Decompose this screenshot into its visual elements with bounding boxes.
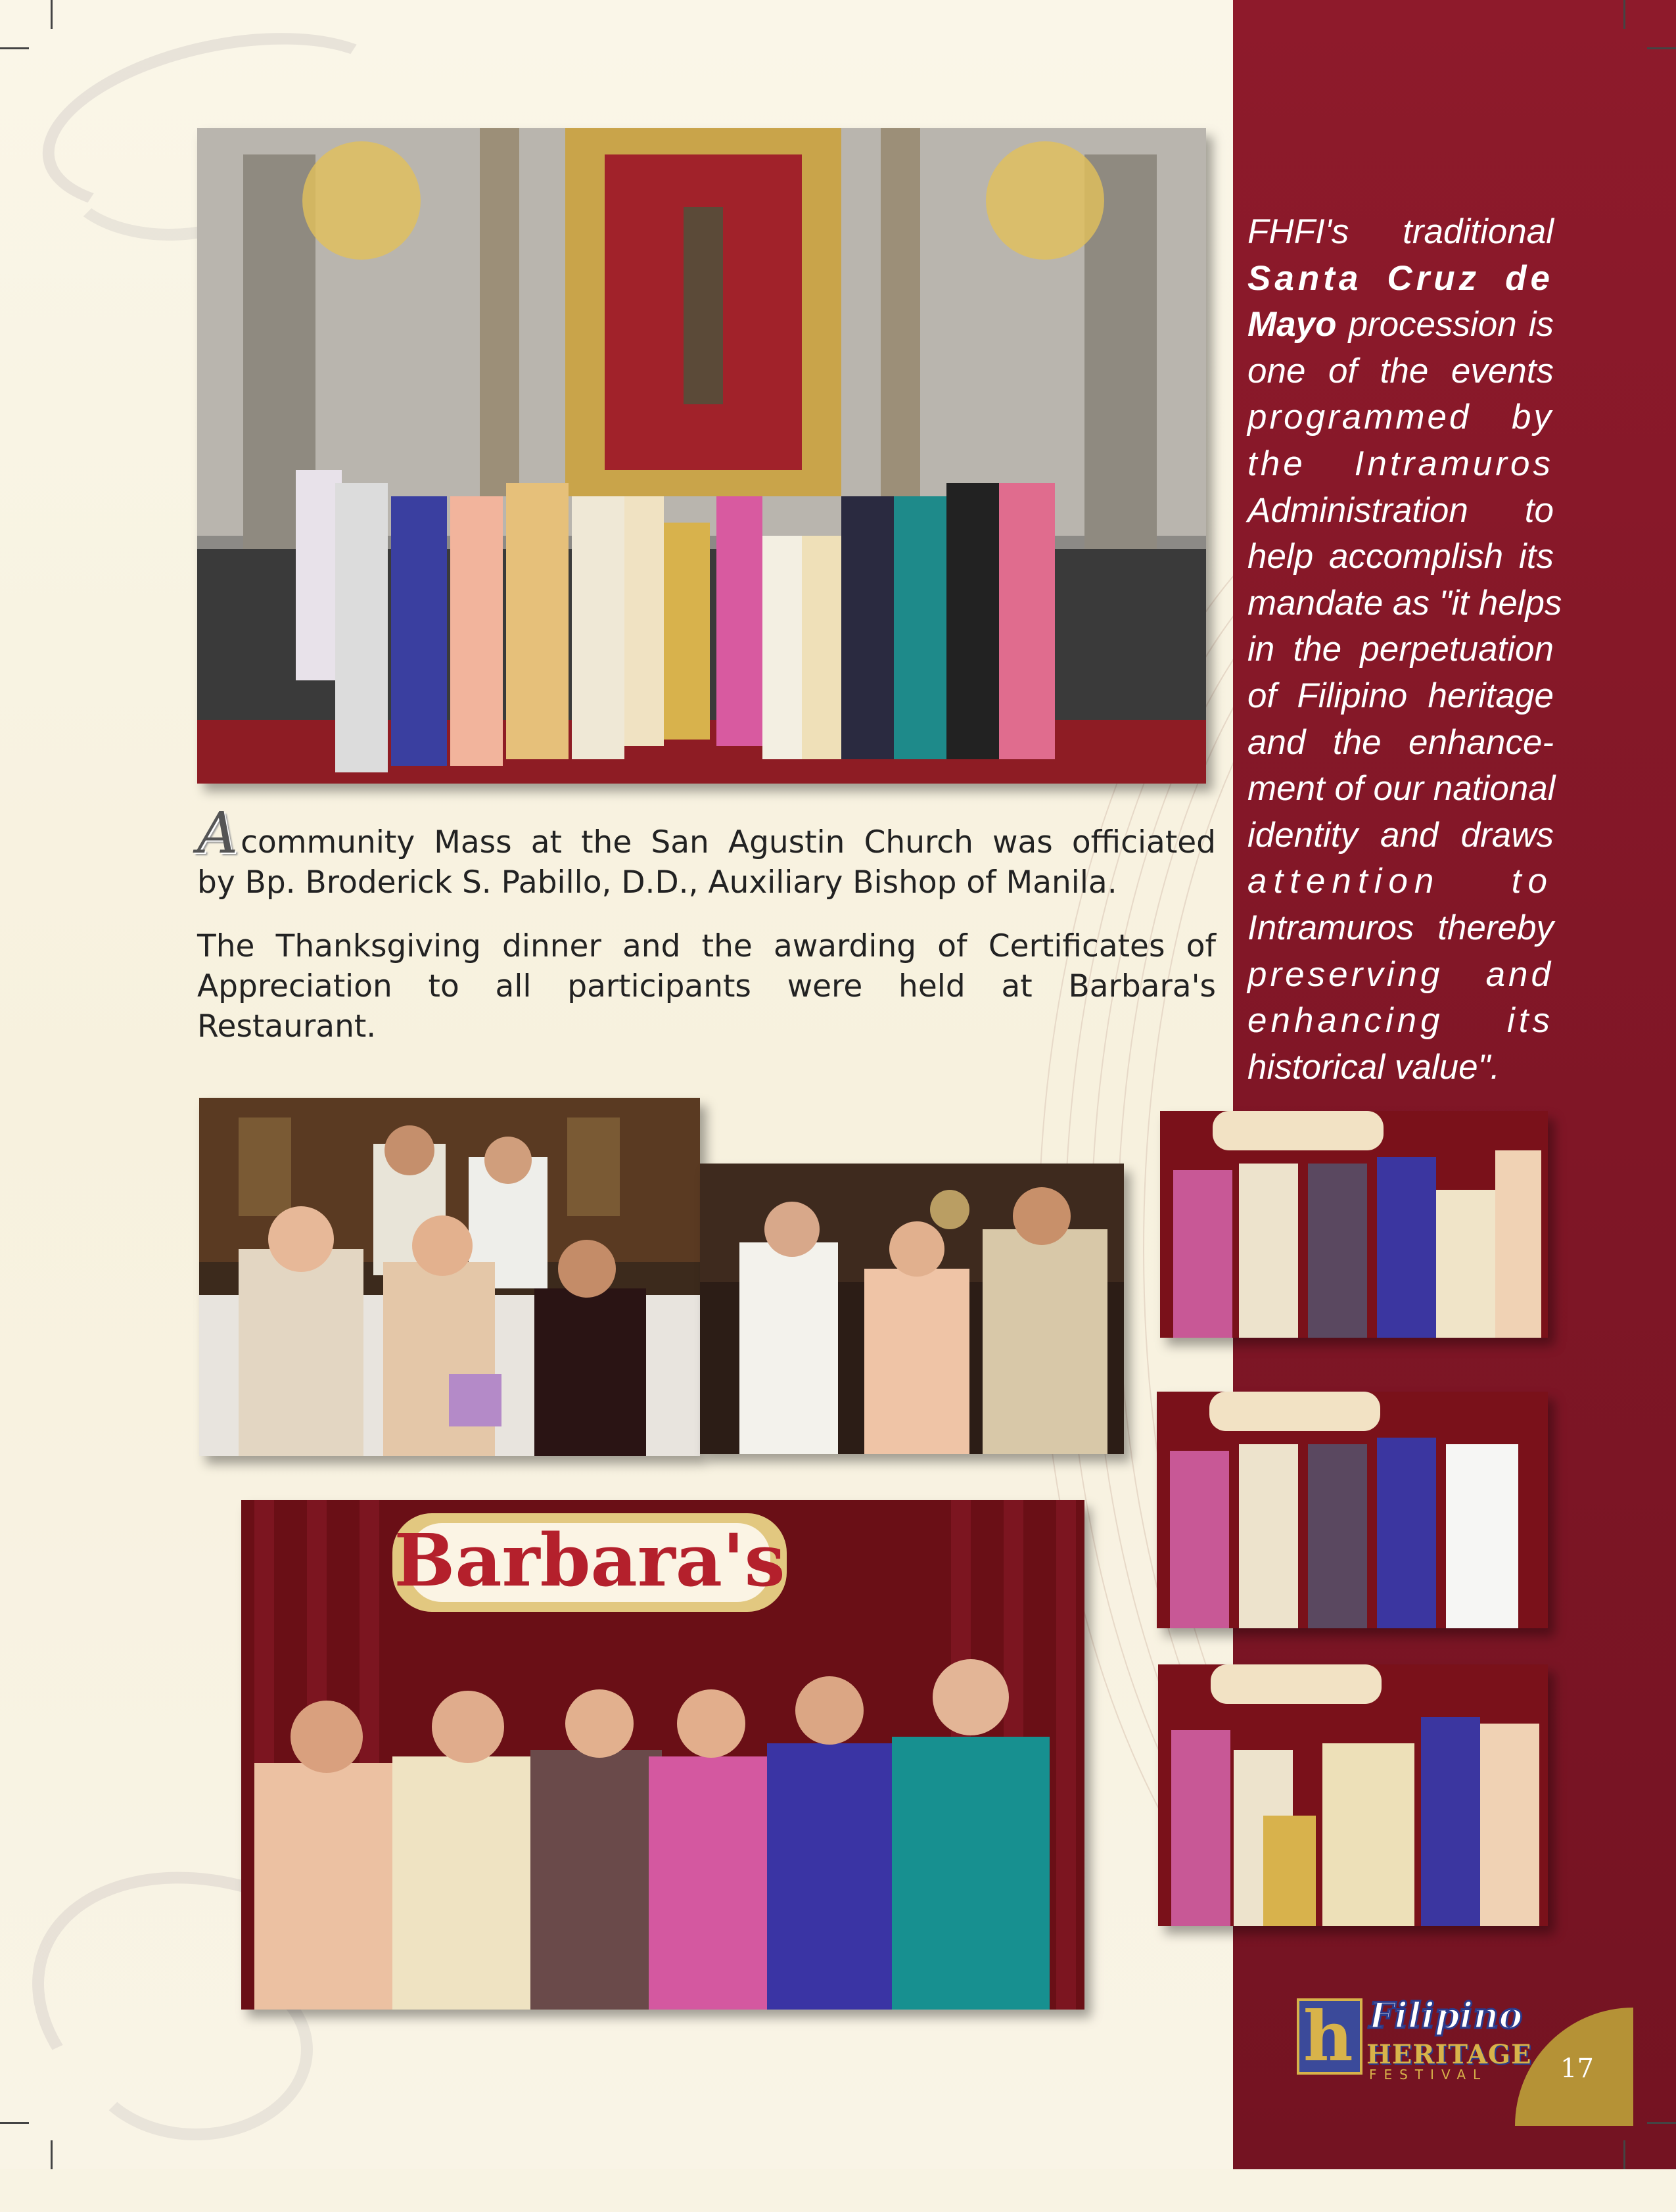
sidebar-line: programmed by [1247, 398, 1554, 437]
certificate-photo-3 [1158, 1664, 1548, 1926]
sidebar-line: preserving and [1247, 954, 1554, 994]
sidebar-line: Intramuros thereby [1247, 908, 1554, 947]
crop-mark [1623, 2140, 1625, 2169]
sidebar-line: attention to [1247, 862, 1554, 901]
sidebar-line: of Filipino heritage [1247, 676, 1554, 715]
certificate-photo-2 [1157, 1392, 1548, 1628]
sidebar-line: the Intramuros [1247, 444, 1554, 483]
sidebar-bold-title: Santa Cruz de [1247, 258, 1554, 298]
crop-mark [0, 2122, 29, 2124]
sidebar-line: in the perpetuation [1247, 630, 1554, 669]
drop-cap: A [197, 801, 239, 866]
sidebar-line: historical value". [1247, 1047, 1501, 1087]
festival-logo [1297, 1994, 1532, 2083]
sidebar-line: and the enhance- [1247, 722, 1554, 762]
sidebar-line: Mayo procession is [1247, 305, 1554, 344]
crop-mark [51, 2140, 53, 2169]
crop-mark [1623, 0, 1625, 29]
sidebar-line: mandate as "it helps [1247, 583, 1562, 623]
logo-word-filipino: Filipino [1369, 1994, 1523, 2036]
sidebar-line: FHFI's traditional [1247, 212, 1554, 251]
logo-word-heritage: HERITAGE [1366, 2039, 1532, 2070]
dinner-caption: The Thanksgiving dinner and the awarding of Certificates of Appreciation to all participants were held at Barbara's Restaurant. [197, 928, 1216, 1045]
mass-caption-line1: community Mass at the San Agustin Church was officiated [241, 824, 1216, 860]
dinner-table-photo [199, 1098, 700, 1456]
sidebar-line: identity and draws [1247, 815, 1554, 855]
church-group-photo [197, 128, 1206, 784]
crop-mark [0, 47, 29, 49]
barbaras-sign-text: Barbara's [394, 1518, 785, 1603]
sidebar-line: help accomplish its [1247, 537, 1554, 577]
crop-mark [51, 0, 53, 29]
sidebar-line: ment of our national [1247, 769, 1556, 809]
sidebar-line: enhancing its [1247, 1001, 1554, 1041]
sidebar-line: one of the events [1247, 351, 1554, 390]
certificate-photo-1 [1160, 1111, 1548, 1338]
logo-emblem [1297, 1998, 1362, 2075]
caption-block [197, 801, 1216, 1070]
crop-mark [1647, 47, 1676, 49]
barbaras-group-photo [241, 1500, 1084, 2010]
sidebar-bold-title: Mayo [1247, 305, 1337, 344]
logo-letter: h [1303, 1996, 1353, 2077]
mass-caption-line2: by Bp. Broderick S. Pabillo, D.D., Auxiliary Bishop of Manila. [197, 864, 1117, 901]
sidebar-line [1247, 256, 1554, 302]
crop-mark [1647, 2122, 1676, 2124]
page-number: 17 [1560, 2054, 1594, 2084]
mass-caption [197, 801, 1216, 866]
sidebar-text [1247, 209, 1562, 1091]
logo-word-festival: FESTIVAL [1369, 2067, 1488, 2083]
sidebar-line: Administration to [1247, 490, 1554, 530]
dinner-trio-photo [700, 1164, 1124, 1454]
